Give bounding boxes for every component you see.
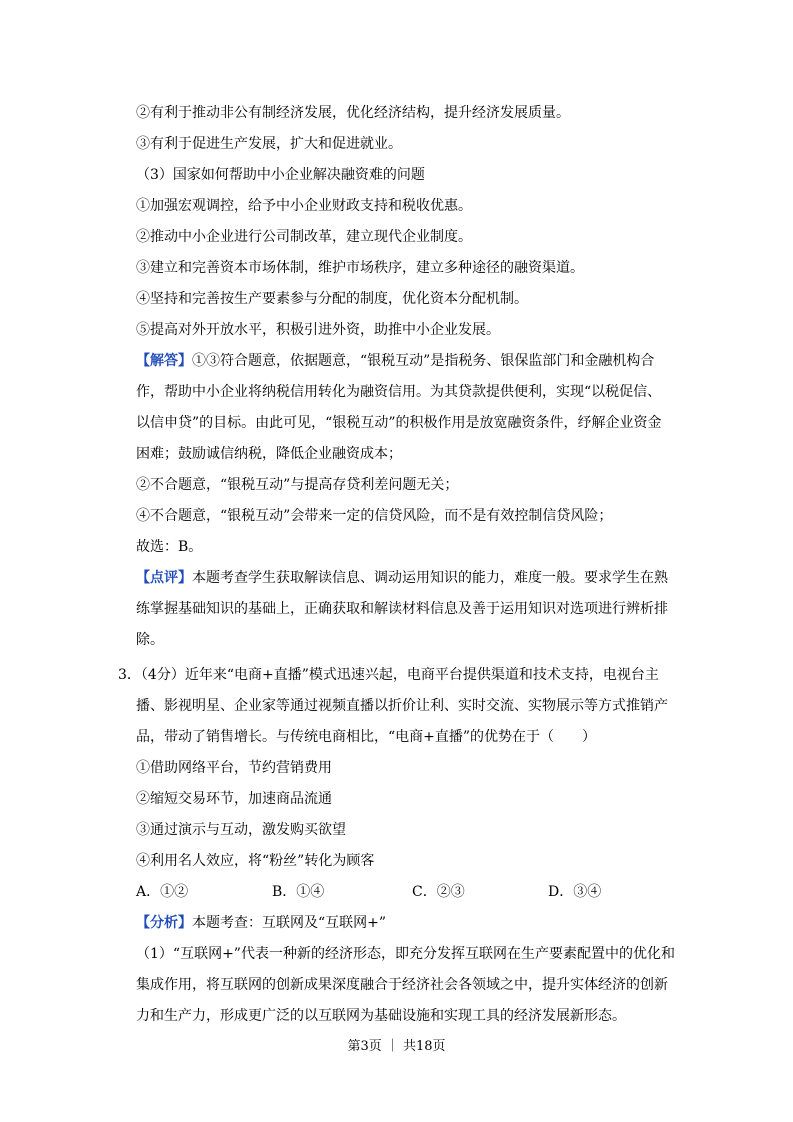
answer-text: 以信申贷”的目标。由此可见，“银税互动”的积极作用是放宽融资条件，纾解企业资金 <box>136 415 662 431</box>
answer-text: 困难；鼓励诚信纳税，降低企业融资成本； <box>136 446 402 462</box>
analysis-text: （1）“互联网+”代表一种新的经济形态，即充分发挥互联网在生产要素配置中的优化和 <box>136 946 675 962</box>
option-b: B．①④ <box>272 884 325 900</box>
comment-text: 本题考查学生获取解读信息、调动运用知识的能力，难度一般。要求学生在熟 <box>192 570 668 586</box>
question-text: 品，带动了销售增长。与传统电商相比，“电商+直播”的优势在于（ ） <box>136 729 597 745</box>
text-line: ⑤提高对外开放水平，积极引进外资，助推中小企业发展。 <box>136 322 500 338</box>
comment-tag: 【点评】 <box>136 570 192 586</box>
statement-4: ④利用名人效应，将“粉丝”转化为顾客 <box>136 853 375 869</box>
sub-question-heading: （3）国家如何帮助中小企业解决融资难的问题 <box>136 167 425 183</box>
answer-text: ④不合题意，“银税互动”会带来一定的信贷风险，而不是有效控制信贷风险； <box>136 508 613 524</box>
text-line: ②有利于推动非公有制经济发展，优化经济结构，提升经济发展质量。 <box>136 105 570 121</box>
answer-tag: 【解答】 <box>136 353 192 369</box>
text-line: ③有利于促进生产发展，扩大和促进就业。 <box>136 136 402 152</box>
question-text: 播、影视明星、企业家等通过视频直播以折价让利、实时交流、实物展示等方式推销产 <box>136 698 668 714</box>
statement-3: ③通过演示与互动，激发购买欲望 <box>136 822 346 838</box>
text-line: ③建立和完善资本市场体制，维护市场秩序，建立多种途径的融资渠道。 <box>136 260 584 276</box>
option-c: C．②③ <box>412 884 465 900</box>
page-footer: 第3页 ｜ 共18页 <box>347 1039 446 1054</box>
question-number: 3． <box>118 667 141 683</box>
analysis-text: 本题考查：互联网及“互联网+” <box>192 915 387 931</box>
statement-1: ①借助网络平台，节约营销费用 <box>136 760 332 776</box>
text-line: ④坚持和完善按生产要素参与分配的制度，优化资本分配机制。 <box>136 291 528 307</box>
answer-choice: 故选：B。 <box>136 539 203 555</box>
question-3-stem <box>118 664 678 686</box>
analysis-line <box>136 912 676 934</box>
statement-2: ②缩短交易环节，加速商品流通 <box>136 791 332 807</box>
question-text: （4分）近年来“电商+直播”模式迅速兴起，电商平台提供渠道和技术支持，电视台主 <box>140 667 659 683</box>
answer-text: 作，帮助中小企业将纳税信用转化为融资信用。为其贷款提供便利，实现“以税促信、 <box>136 384 662 400</box>
analysis-text: 集成作用，将互联网的创新成果深度融合于经济社会各领域之中，提升实体经济的创新 <box>136 977 668 993</box>
comment-line <box>136 567 676 589</box>
text-line: ①加强宏观调控，给予中小企业财政支持和税收优惠。 <box>136 198 472 214</box>
analysis-tag: 【分析】 <box>136 915 192 931</box>
answer-text: ①③符合题意，依据题意，“银税互动”是指税务、银保监部门和金融机构合 <box>192 353 655 369</box>
analysis-text: 力和生产力，形成更广泛的以互联网为基础设施和实现工具的经济发展新形态。 <box>136 1008 626 1024</box>
text-line: ②推动中小企业进行公司制改革，建立现代企业制度。 <box>136 229 472 245</box>
answer-options <box>136 881 676 903</box>
comment-text: 练掌握基础知识的基础上，正确获取和解读材料信息及善于运用知识对选项进行辨析排 <box>136 601 668 617</box>
option-d: D．③④ <box>548 884 602 900</box>
answer-line <box>136 350 676 372</box>
comment-text: 除。 <box>136 632 164 648</box>
answer-text: ②不合题意，“银税互动”与提高存贷利差问题无关； <box>136 477 459 493</box>
option-a: A．①② <box>136 884 189 900</box>
